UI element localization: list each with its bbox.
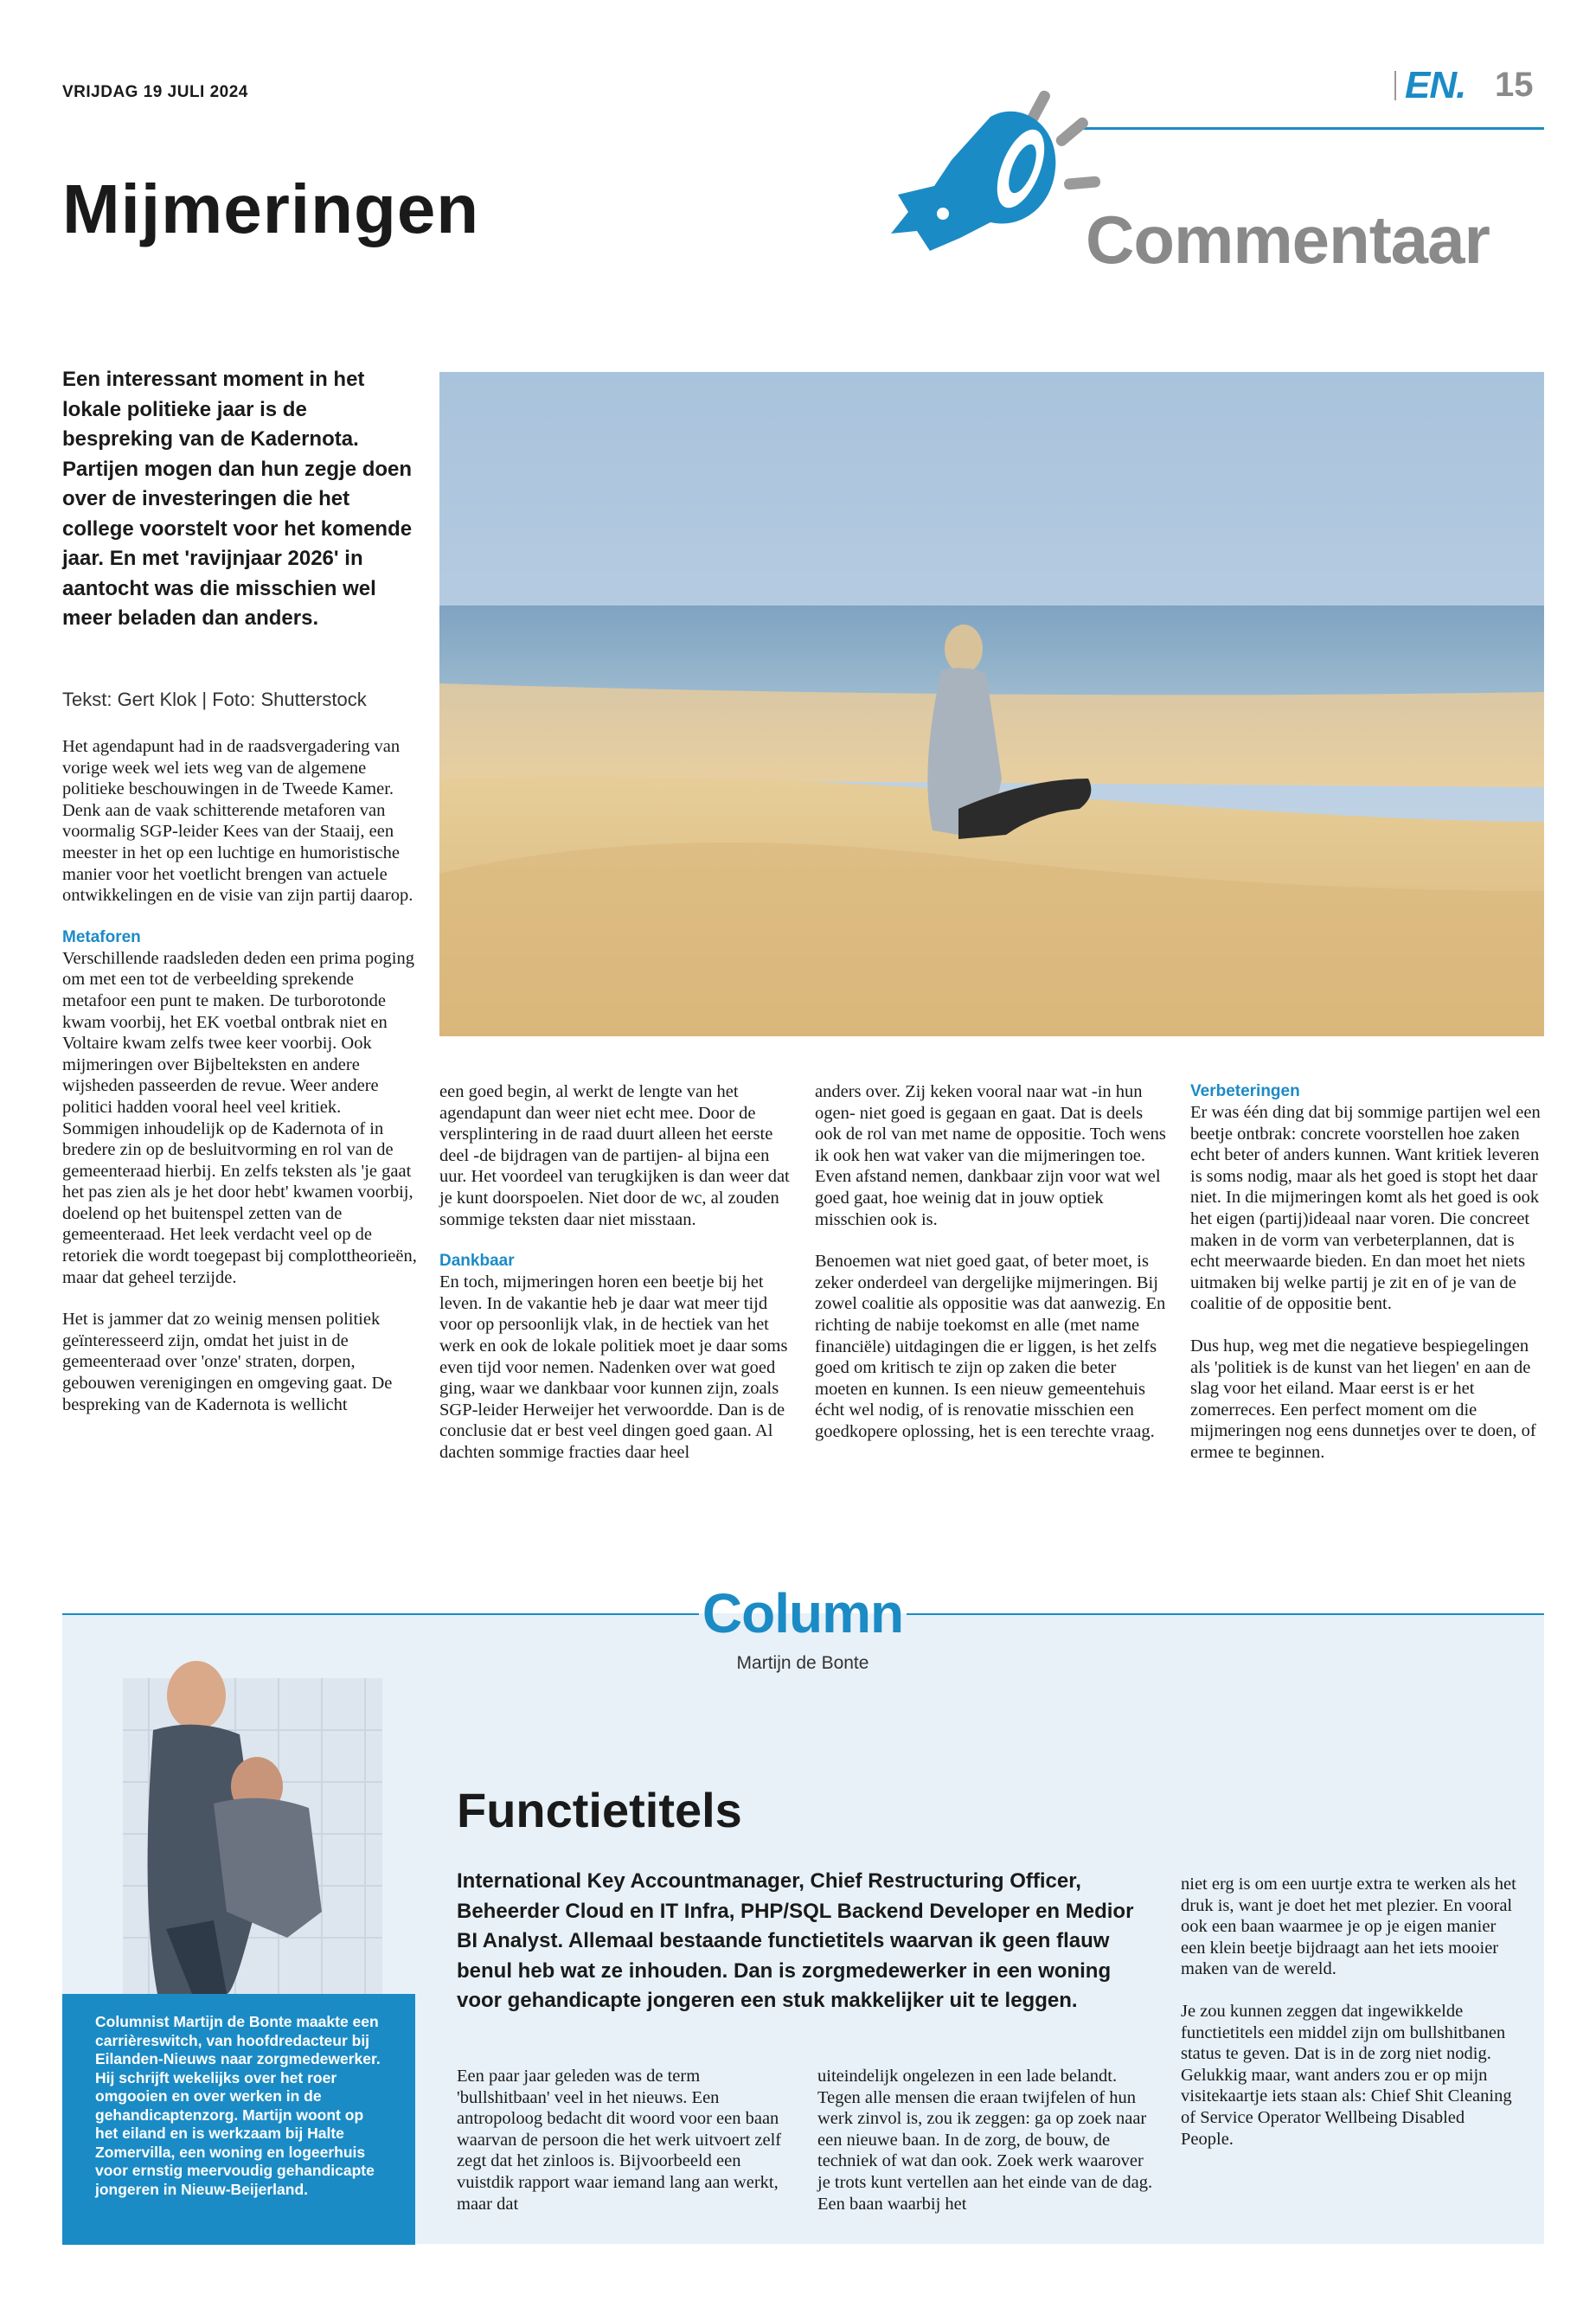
issue-date: VRIJDAG 19 JULI 2024	[62, 83, 248, 101]
paragraph: Een paar jaar geleden was de term 'bullshitbaan' veel in het nieuws. Een antropoloog bedacht dit woord voor een baan waarvan de persoon die het werk uitvoert zelf zegt dat het zinloos is. Bijvoorbeeld een vuistdik rapport waar iemand lang aan werkt, maar dat	[457, 2067, 782, 2214]
paragraph: een goed begin, al werkt de lengte van het agendapunt dan weer niet echt mee. Door de versplintering in de raad duurt alleen het eerste deel -de bijdragen van de partijen- al bijna een uur. Het voordeel van terugkijken is dan weer dat je kunt doorspoelen. Niet door de wc, al zouden sommige teksten daar niet misstaan.	[439, 1082, 790, 1229]
header-rule	[1071, 127, 1544, 130]
article-title: Mijmeringen	[62, 170, 480, 247]
article-column-3	[815, 1081, 1170, 1464]
brand-logo: EN.	[1405, 64, 1466, 106]
column-text-2	[817, 2066, 1155, 2235]
column-text-1	[457, 2066, 782, 2235]
paragraph: Verschillende raadsleden deden een prima poging om met een tot de verbeelding sprekende metafoor een punt te maken. De turborotonde kwam voorbij, het EK voetbal ontbrak niet en Voltaire kwam zelfs twee keer voorbij. Ook mijmeringen over Bijbelteksten en andere wijsheden passeerden de revue. Weer andere politici hadden vooral heel veel kritiek. Sommigen inhoudelijk op de Kadernota of in bredere zin op de besluitvorming en rol van de gemeenteraad hierbij. En zelfs teksten als 'je gaat het pas zien als je het door hebt' kwamen voorbij, doelend op het buitenspel zetten van de gemeenteraad. Het leek verdacht veel op de retoriek die wordt toegepast bij complottheorieën, maar dat geheel terzijde.	[62, 948, 417, 1287]
paragraph: En toch, mijmeringen horen een beetje bij het leven. In de vakantie heb je daar wat meer tijd voor op persoonlijk vlak, in de hectiek van het werk en ook de lokale politiek moet je daar soms even tijd voor nemen. Nadenken over wat goed ging, waar we dankbaar voor kunnen zijn, zoals SGP-leider Herweijer het verwoordde. Dan is de conclusie dat er best veel dingen goed gaan. Al dachten sommige fracties daar heel	[439, 1272, 788, 1462]
paragraph: Dus hup, weg met die negatieve bespiegelingen als 'politiek is de kunst van het liegen' en aan de slag voor het eiland. Maar eerst is er het zomerreces. Een perfect moment om die mijmeringen nog eens dunnetjes over te doen, of ermee te beginnen.	[1190, 1336, 1536, 1462]
columnist-caption: Columnist Martijn de Bonte maakte een carrièreswitch, van hoofdredacteur bij Eilanden-Nieuws naar zorgmedewerker. Hij schrijft wekelijks over het roer omgooien en over werken in de gehandicaptenzorg. Martijn woont op het eiland en is werkzaam bij Halte Zomervilla, een woning en logeerhuis voor ernstig meervoudig gehandicapte jongeren in Nieuw-Beijerland.	[62, 1994, 415, 2245]
page-number: 15	[1495, 66, 1534, 104]
article-photo	[439, 372, 1544, 1036]
columnist-photo	[62, 1626, 415, 1994]
column-intro: International Key Accountmanager, Chief Restructuring Officer, Beheerder Cloud en IT Infra, PHP/SQL Backend Developer en Medior BI Analyst. Allemaal bestaande functietitels waarvan ik geen flauw benul heb wat ze inhouden. Dan is zorgmedewerker in een woning voor gehandicapte jongeren een stuk makkelijker uit te leggen.	[457, 1869, 1134, 2012]
paragraph: Er was één ding dat bij sommige partijen wel een beetje ontbrak: concrete voorstellen hoe zaken echt beter of anders kunnen. Want kritiek leveren is soms nodig, maar als het goed is stopt het daar niet. In die mijmeringen komt als het goed is ook het eigen (partij)ideaal naar voren. Die concreet maken in de vorm van verbeterplannen, dat is echt meerwaarde bieden. En dan moet het niets uitmaken bij welke partij je zit en of je van de coalitie of de oppositie bent.	[1190, 1103, 1541, 1314]
paragraph: Benoemen wat niet goed gaat, of beter moet, is zeker onderdeel van dergelijke mijmeringen. Bij zowel coalitie als oppositie was dat aanwezig. En richting de nabije toekomst en alle (met name financiële) uitdagingen die er liggen, is het zelfs goed om kritisch te zijn op zaken die beter moeten en kunnen. Is een nieuw gemeentehuis écht wel nodig, of is renovatie misschien een goedkopere oplossing, het is een terechte vraag.	[815, 1252, 1166, 1441]
column-title: Functietitels	[457, 1783, 742, 1837]
brand-divider	[1394, 71, 1396, 100]
subheading-verbeteringen: Verbeteringen	[1190, 1082, 1300, 1100]
paragraph: Je zou kunnen zeggen dat ingewikkelde functietitels een middel zijn om bullshitbanen status te geven. Dat is in de zorg niet nodig. Gelukkig maar, want anders zou er op mijn visitekaartje iets staan als: Chief Shit Cleaning of Service Operator Wellbeing Disabled People.	[1181, 2001, 1512, 2149]
subheading-dankbaar: Dankbaar	[439, 1252, 515, 1271]
paragraph: anders over. Zij keken vooral naar wat -in hun ogen- niet goed is gegaan en gaat. Dat is deels ook de rol van met name de oppositie. Toch wens ik ook hen wat vaker van die mijmeringen toe. Even afstand nemen, dankbaar zijn voor wat wel goed gaat, hoe weinig dat in jouw optiek misschien ook is.	[815, 1082, 1166, 1229]
column-text-3	[1181, 1874, 1520, 2170]
paragraph: uiteindelijk ongelezen in een lade belandt. Tegen alle mensen die eraan twijfelen of hun werk zinvol is, zou ik zeggen: ga op zoek naar een nieuwe baan. In de zorg, de bouw, de techniek of wat dan ook. Zoek werk waarover je trots kunt vertellen aan het einde van de dag. Een baan waarbij het	[817, 2067, 1153, 2214]
article-intro: Een interessant moment in het lokale politieke jaar is de bespreking van de Kadernota. Partijen mogen dan hun zegje doen over de investeringen die het college voorstelt voor het komende jaar. En met 'ravijnjaar 2026' in aantocht was die misschien wel meer beladen dan anders.	[62, 368, 413, 630]
column-label: Column	[699, 1581, 907, 1645]
section-title: Commentaar	[1086, 202, 1490, 278]
column-author: Martijn de Bonte	[736, 1653, 869, 1673]
article-column-2	[439, 1081, 794, 1484]
article-column-4	[1190, 1081, 1545, 1484]
paragraph: Het is jammer dat zo weinig mensen politiek geïnteresseerd zijn, omdat het juist in de gemeenteraad over 'onze' straten, dorpen, gebouwen verenigingen en omgeving gaat. De bespreking van de Kadernota is wellicht	[62, 1310, 393, 1414]
subheading-metaforen: Metaforen	[62, 927, 141, 946]
paragraph: niet erg is om een uurtje extra te werken als het druk is, want je doet het met plezier. En vooral ook een baan waarmee je op je eigen manier een klein beetje bijdraagt aan het iets mooier maken van de wereld.	[1181, 1875, 1516, 1979]
paragraph: Het agendapunt had in de raadsvergadering van vorige week wel iets weg van de algemene politieke beschouwingen in de Tweede Kamer. Denk aan de vaak schitterende metaforen van voormalig SGP-leider Kees van der Staaij, een meester in het op een luchtige en humoristische manier voor het voetlicht brengen van actuele ontwikkelingen en de visie van zijn partij daarop.	[62, 737, 413, 906]
article-credit: Tekst: Gert Klok | Foto: Shutterstock	[62, 689, 367, 710]
article-column-1	[62, 736, 417, 1436]
